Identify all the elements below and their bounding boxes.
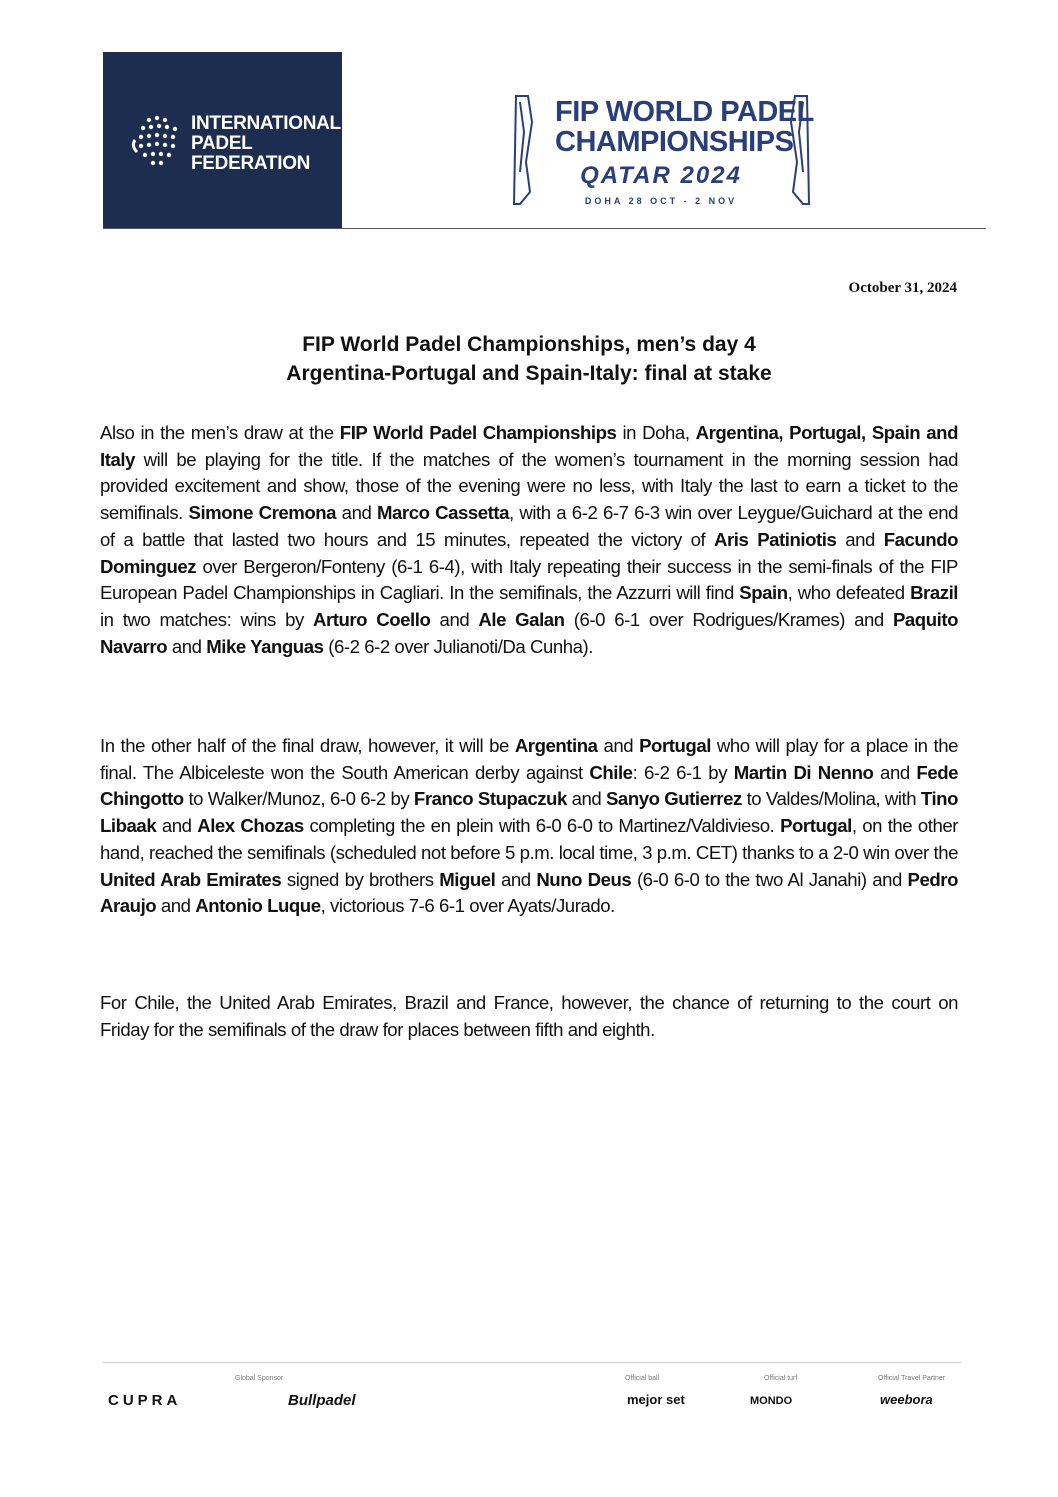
title-line-1: FIP World Padel Championships, men’s day 4 — [302, 333, 756, 356]
mejorset-logo: mejor set — [627, 1392, 685, 1407]
text-run: , who defeated — [787, 582, 911, 604]
body-paragraph-3 — [100, 990, 958, 1043]
bold-text-run: Martin Di Nenno — [733, 761, 874, 783]
text-run: and — [430, 608, 479, 630]
ipf-logo-line3: FEDERATION — [191, 153, 311, 174]
text-run: : 6-2 6-1 by — [632, 761, 734, 783]
text-run: and — [836, 528, 884, 550]
bold-text-run: FIP World Padel Championships — [339, 422, 617, 443]
ipf-logo-line2: PADEL — [191, 133, 253, 154]
event-logo-line2: CHAMPIONSHIPS — [555, 126, 794, 158]
text-run: (6-0 6-0 to the two Al Janahi) and — [631, 868, 908, 890]
text-run: signed by brothers — [281, 868, 440, 890]
mondo-logo: MONDO — [750, 1395, 793, 1407]
bold-text-run: Simone Cremona — [188, 502, 337, 524]
weebora-logo: weebora — [880, 1392, 933, 1407]
cupra-logo: CUPRA — [108, 1392, 182, 1409]
text-run: and — [156, 895, 196, 917]
text-run: and — [873, 761, 917, 783]
ipf-logo-box — [103, 52, 342, 228]
bold-text-run: Argentina, Portugal, Spain and Italy — [100, 422, 958, 470]
text-run: For Chile, the United Arab Emirates, Brazil and France, however, the chance of returning to the court on Friday for the semifinals of the draw for places between fifth and eighth. — [100, 992, 958, 1040]
text-run: and — [597, 735, 640, 756]
header-divider — [103, 228, 986, 229]
text-run: to Walker/Munoz, 6-0 6-2 by — [183, 788, 414, 810]
text-run: to Valdes/Molina, with — [741, 788, 921, 810]
official-ball-label: Official ball — [625, 1375, 660, 1382]
body-paragraph-1 — [100, 420, 958, 660]
bold-text-run: Marco Cassetta — [376, 502, 510, 524]
text-run: will be playing for the title. If the matches of the women’s tournament in the morning session had provided excitement and show, those of the evening were no less, with Italy the last to earn a ticket to the semifinals. — [100, 448, 958, 524]
event-logo-line1: FIP WORLD PADEL — [555, 96, 814, 128]
event-logo-title — [555, 96, 814, 158]
text-run: Also in the men’s draw at the — [100, 422, 340, 443]
bold-text-run: Nuno Deus — [536, 868, 632, 890]
text-run: and — [167, 635, 207, 657]
bold-text-run: Aris Patiniotis — [714, 528, 837, 550]
bold-text-run: Chile — [589, 761, 633, 783]
bold-text-run: Portugal — [780, 815, 852, 837]
bold-text-run: Spain — [739, 582, 788, 604]
official-travel-partner-label: Official Travel Partner — [878, 1375, 946, 1382]
text-run: and — [156, 815, 198, 837]
bullpadel-logo: Bullpadel — [288, 1392, 356, 1409]
bold-text-run: Portugal — [639, 735, 711, 756]
press-release-title — [100, 330, 958, 388]
bold-text-run: Franco Stupaczuk — [413, 788, 567, 810]
text-run: , with a 6-2 6-7 6-3 win over Leygue/Guichard at the end of a battle that lasted two hours and 15 minutes, repeated the victory of — [100, 502, 958, 550]
footer-divider — [103, 1362, 961, 1363]
bold-text-run: Mike Yanguas — [206, 635, 324, 657]
text-run: and — [336, 502, 377, 524]
text-run: and — [495, 868, 537, 890]
text-run: who will play for a place in the final. The Albiceleste won the South American derby against — [100, 735, 959, 783]
text-run: (6-0 6-1 over Rodrigues/Krames) and — [564, 608, 893, 630]
bold-text-run: Miguel — [439, 868, 496, 890]
event-logo-subtitle: QATAR 2024 — [580, 162, 742, 189]
bold-text-run: Fede Chingotto — [100, 761, 959, 810]
text-run: In the other half of the final draw, however, it will be — [100, 735, 515, 756]
bold-text-run: Arturo Coello — [312, 608, 431, 630]
text-run: , on the other hand, reached the semifinals (scheduled not before 5 p.m. local time, 3 p.m. CET) thanks to a 2-0 win over the — [100, 815, 958, 863]
bold-text-run: Sanyo Gutierrez — [605, 788, 742, 810]
global-sponsor-label: Global Sponsor — [235, 1375, 284, 1382]
title-line-2: Argentina-Portugal and Spain-Italy: final at stake — [286, 362, 772, 385]
bold-text-run: Antonio Luque — [195, 895, 321, 917]
bold-text-run: Facundo Dominguez — [100, 528, 959, 577]
bold-text-run: Argentina — [514, 735, 598, 756]
event-logo-dates: DOHA 28 OCT - 2 NOV — [584, 196, 738, 206]
bold-text-run: Alex Chozas — [197, 815, 304, 837]
text-run: in Doha, — [616, 422, 696, 443]
text-run: completing the en plein with 6-0 6-0 to Martinez/Valdivieso. — [303, 815, 781, 837]
official-turf-label: Official turf — [764, 1375, 798, 1382]
padel-racket-dots-icon — [129, 112, 185, 172]
body-paragraph-2 — [100, 733, 958, 920]
bold-text-run: Paquito Navarro — [100, 608, 958, 657]
ipf-logo-text — [191, 114, 341, 174]
bold-text-run: Pedro Araujo — [100, 868, 958, 917]
text-run: , victorious 7-6 6-1 over Ayats/Jurado. — [320, 895, 615, 917]
text-run: (6-2 6-2 over Julianoti/Da Cunha). — [323, 635, 593, 657]
text-run: in two matches: wins by — [100, 608, 313, 630]
text-run: and — [566, 788, 606, 810]
press-release-date: October 31, 2024 — [848, 280, 957, 296]
bold-text-run: United Arab Emirates — [100, 868, 282, 890]
bold-text-run: Tino Libaak — [100, 788, 958, 837]
bold-text-run: Brazil — [910, 582, 959, 604]
ipf-logo-line1: INTERNATIONAL — [191, 113, 341, 134]
text-run: over Bergeron/Fonteny (6-1 6-4), with Italy repeating their success in the semi-finals of the FIP European Padel Championships in Cagliari. In the semifinals, the Azzurri will find — [100, 555, 958, 604]
bold-text-run: Ale Galan — [478, 608, 565, 630]
